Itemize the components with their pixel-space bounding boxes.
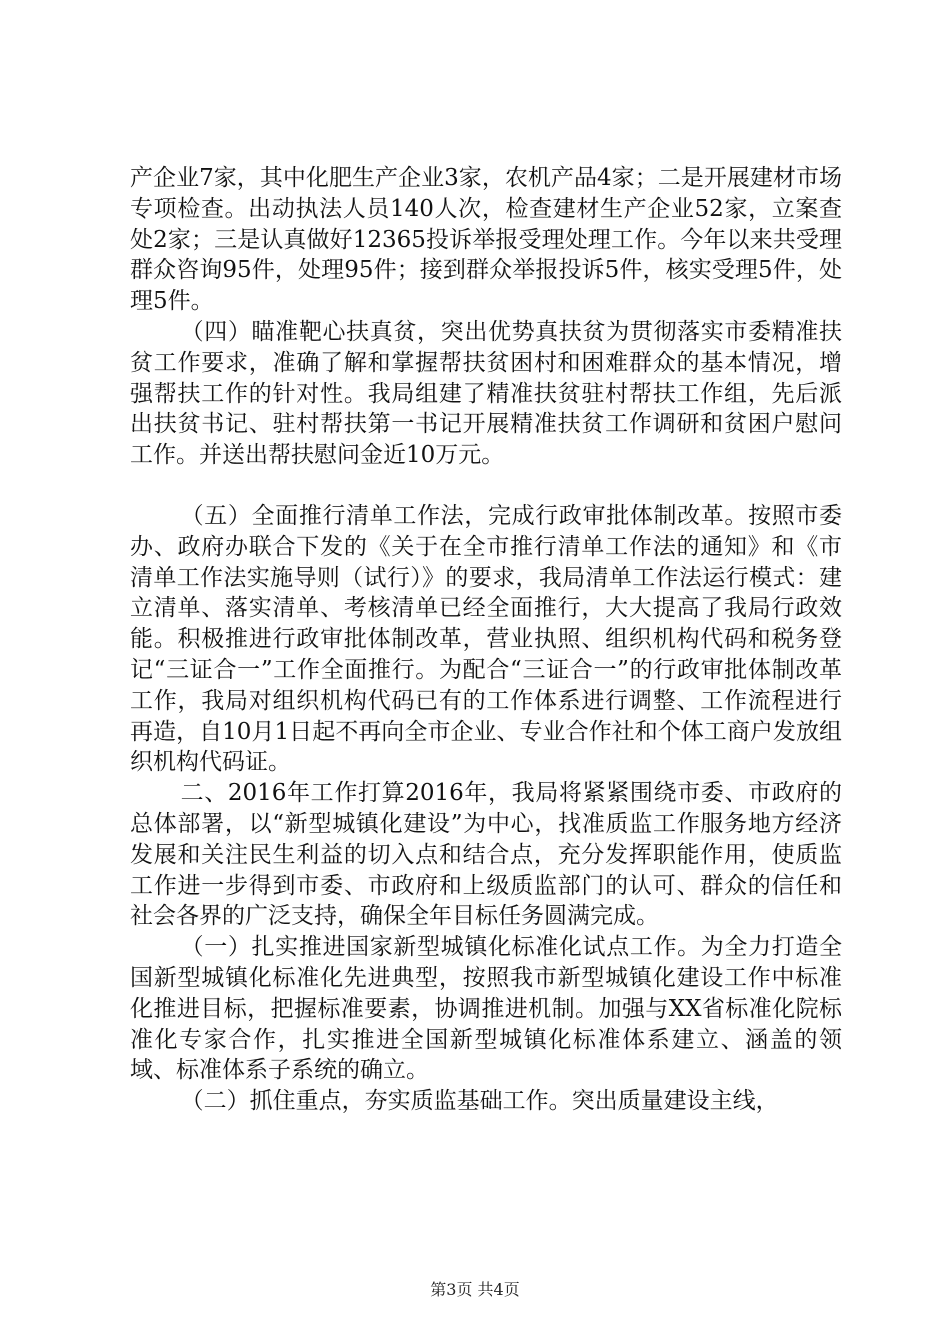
paragraph-continuation: 产企业7家，其中化肥生产企业3家，农机产品4家；二是开展建材市场专项检查。出动执法人员140人次，检查建材生产企业52家，立案查处2家；三是认真做好12365投诉举报受理处理工作。今年以来共受理群众咨询95件，处理95件；接到群众举报投诉5件，核实受理5件，处理5件。 [130, 165, 842, 315]
document-body [130, 163, 842, 1117]
paragraph-section-five: （五）全面推行清单工作法，完成行政审批体制改革。按照市委办、政府办联合下发的《关于在全市推行清单工作法的通知》和《市清单工作法实施导则（试行）》的要求，我局清单工作法运行模式：建立清单、落实清单、考核清单已经全面推行，大大提高了我局行政效能。积极推进行政审批体制改革，营业执照、组织机构代码和税务登记“三证合一”工作全面推行。为配合“三证合一”的行政审批体制改革工作，我局对组织机构代码已有的工作体系进行调整、工作流程进行再造，自10月1日起不再向全市企业、专业合作社和个体工商户发放组织机构代码证。 [130, 502, 842, 776]
paragraph-plan-2016: 二、2016年工作打算2016年，我局将紧紧围绕市委、市政府的总体部署，以“新型城镇化建设”为中心，找准质监工作服务地方经济发展和关注民生利益的切入点和结合点，充分发挥职能作用，使质监工作进一步得到市委、市政府和上级质监部门的认可、群众的信任和社会各界的广泛支持，确保全年目标任务圆满完成。 [130, 780, 842, 930]
paragraph-plan-item-one: （一）扎实推进国家新型城镇化标准化试点工作。为全力打造全国新型城镇化标准化先进典型，按照我市新型城镇化建设工作中标准化推进目标，把握标准要素，协调推进机制。加强与XX省标准化院标准化专家合作，扎实推进全国新型城镇化标准体系建立、涵盖的领域、标准体系子系统的确立。 [130, 934, 842, 1084]
page-number-footer: 第3页 共4页 [430, 1280, 520, 1299]
paragraph-section-four: （四）瞄准靶心扶真贫，突出优势真扶贫为贯彻落实市委精准扶贫工作要求，准确了解和掌握帮扶贫困村和困难群众的基本情况，增强帮扶工作的针对性。我局组建了精准扶贫驻村帮扶工作组，先后派出扶贫书记、驻村帮扶第一书记开展精准扶贫工作调研和贫困户慰问工作。并送出帮扶慰问金近10万元。 [130, 318, 842, 469]
paragraph-plan-item-two: （二）抓住重点，夯实质监基础工作。突出质量建设主线， [180, 1088, 779, 1115]
